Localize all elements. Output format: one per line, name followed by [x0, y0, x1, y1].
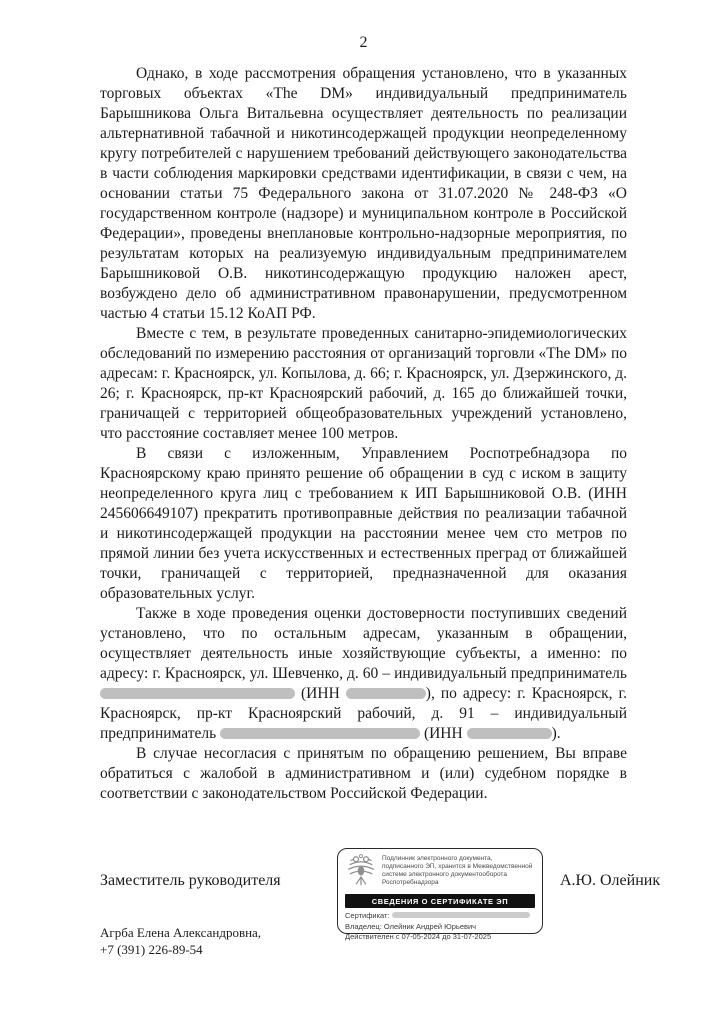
- paragraph: В случае несогласия с принятым по обращению решением, Вы вправе обратиться с жалобой в административном и (или) судебном порядке в соответствии с законодательством Российской Федерации.: [100, 745, 627, 802]
- stamp-note-text: Подлинник электронного документа, подписанного ЭП, хранится в Межведомственной системе электронного документооборота Роспотребнадзора: [382, 855, 533, 886]
- paragraph: Однако, в ходе рассмотрения обращения установлено, что в указанных торговых объектах «The DM» индивидуальный предприниматель Барышникова Ольга Витальевна осуществляет деятельность по реализации альтернативной табачной и никотинсодержащей продукции неопределенному кругу потребителей с нарушением требований действующего законодательства в части соблюдения маркировки средствами идентификации, в связи с чем, на основании статьи 75 Федерального закона от 31.07.2020 № 248-ФЗ «О государственном контроле (надзоре) и муниципальном контроле в Российской Федерации», проведены внеплановые контрольно-надзорные мероприятия, по результатам которых на реализуемую индивидуальным предпринимателем Барышниковой О.В. никотинсодержащую продукцию наложен арест, возбуждено дело об административном правонарушении, предусмотренном частью 4 статьи 15.12 КоАП РФ.: [100, 65, 627, 322]
- stamp-certificate-title: СВЕДЕНИЯ О СЕРТИФИКАТЕ ЭП: [345, 894, 535, 908]
- redaction-bar: [467, 728, 552, 739]
- stamp-certificate-label: Сертификат:: [345, 911, 390, 920]
- signer-position: Заместитель руководителя: [100, 872, 281, 889]
- document-body: [100, 64, 627, 804]
- stamp-owner-line: Владелец: Олейник Андрей Юрьевич: [345, 921, 477, 931]
- executor-contact: [100, 924, 261, 958]
- redaction-bar: [220, 728, 420, 739]
- page-number: 2: [359, 34, 368, 51]
- paragraph: Также в ходе проведения оценки достоверности поступивших сведений установлено, что по остальным адресам, указанным в обращении, осуществляет деятельность иные хозяйствующие субъекты, а именно: по адресу: г. Красноярск, ул. Шевченко, д. 60 – индивидуальный предприниматель (ИНН ), по адресу: г. Красноярск, г. Красноярск, пр-кт Красноярский рабочий, д. 91 – индивидуальный предприниматель (ИНН ).: [100, 605, 627, 742]
- stamp-certificate-line: [345, 911, 535, 922]
- paragraph: В связи с изложенным, Управлением Роспотребнадзора по Красноярскому краю принято решение об обращении в суд с иском в защиту неопределенного круга лиц с требованием к ИП Барышниковой О.В. (ИНН 245606649107) прекратить противоправные действия по реализации табачной и никотинсодержащей продукции на расстоянии менее чем сто метров по прямой линии без учета искусственных и естественных преград от ближайшей точки, граничащей с территорией, предназначенной для оказания образовательных услуг.: [100, 445, 627, 602]
- paragraph: Вместе с тем, в результате проведенных санитарно-эпидемиологических обследований по измерению расстояния от организаций торговли «The DM» по адресам: г. Красноярск, ул. Копылова, д. 66; г. Красноярск, ул. Дзержинского, д. 26; г. Красноярск, пр-кт Красноярский рабочий, д. 165 до ближайшей точки, граничащей с территорией общеобразовательных учреждений установлено, что расстояние составляет менее 100 метров.: [100, 325, 628, 442]
- executor-phone: +7 (391) 226-89-54: [100, 942, 203, 957]
- certificate-redaction-bar: [392, 912, 530, 918]
- signer-name: А.Ю. Олейник: [560, 872, 661, 889]
- redaction-bar: [346, 688, 426, 699]
- executor-name: Агрба Елена Александровна,: [100, 925, 262, 940]
- electronic-signature-stamp: [337, 848, 543, 941]
- stamp-validity-line: Действителен с 07-05-2024 до 31-07-2025: [345, 932, 492, 941]
- double-headed-eagle-icon: [345, 853, 377, 892]
- redaction-bar: [100, 688, 295, 699]
- stamp-header: [345, 853, 535, 892]
